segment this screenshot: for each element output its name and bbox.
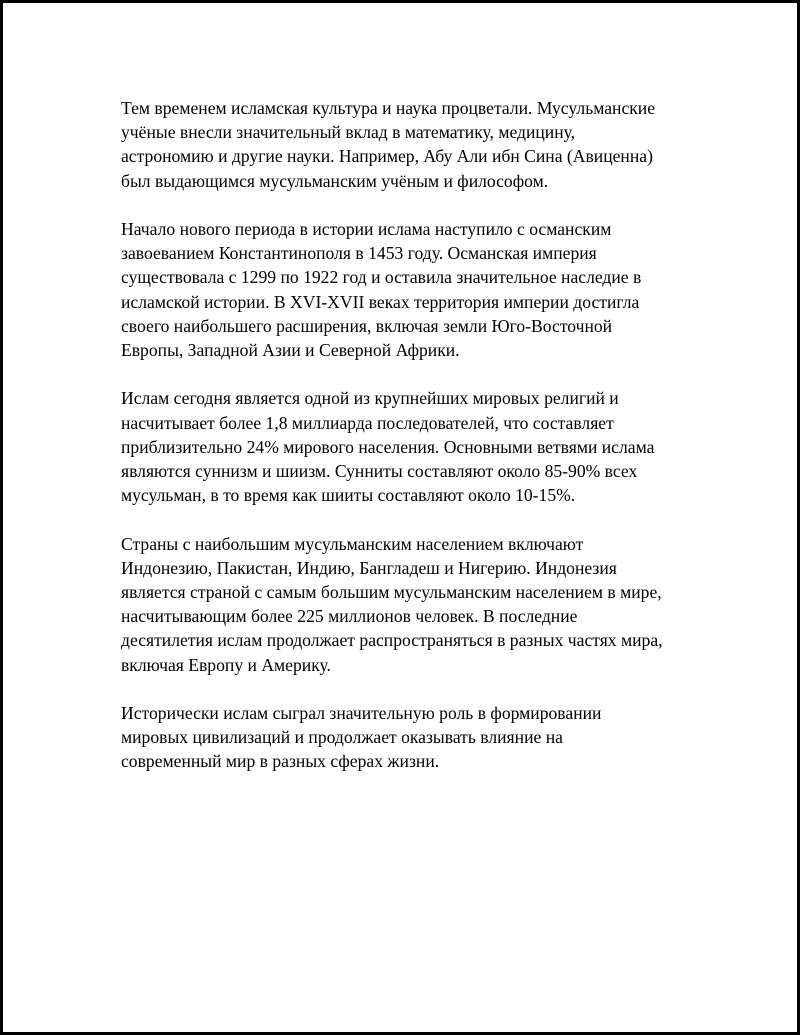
- text-line: астрономию и другие науки. Например, Абу Али ибн Сина (Авиценна): [121, 146, 653, 167]
- text-line: был выдающимся мусульманским учёным и философом.: [121, 170, 549, 191]
- text-line: учёные внесли значительный вклад в математику, медицину,: [121, 122, 576, 143]
- text-line: являются суннизм и шиизм. Сунниты составляют около 85-90% всех: [121, 461, 638, 482]
- paragraph-muslim-countries: [121, 532, 721, 677]
- text-line: является страной с самым большим мусульманским населением в мире,: [121, 582, 662, 603]
- text-line: современный мир в разных сферах жизни.: [121, 751, 440, 772]
- text-line: приблизительно 24% мирового населения. Основными ветвями ислама: [121, 436, 655, 457]
- text-line: Исторически ислам сыграл значительную роль в формировании: [121, 703, 602, 724]
- text-line: Начало нового периода в истории ислама наступило с османским: [121, 219, 612, 239]
- text-line: Индонезию, Пакистан, Индию, Бангладеш и Нигерию. Индонезия: [121, 557, 617, 578]
- text-line: Тем временем исламская культура и наука процветали. Мусульманские: [121, 98, 656, 118]
- paragraph-islam-today: [121, 386, 721, 507]
- text-line: насчитывает более 1,8 миллиарда последователей, что составляет: [121, 412, 614, 433]
- text-line: мировых цивилизаций и продолжает оказывать влияние на: [121, 727, 563, 748]
- document-body: [121, 96, 721, 798]
- text-line: Страны с наибольшим мусульманским населением включают: [121, 533, 584, 554]
- paragraph-historical-role: [121, 701, 721, 774]
- text-line: Европы, Западной Азии и Северной Африки.: [121, 340, 460, 361]
- text-line: Ислам сегодня является одной из крупнейших мировых религий и: [121, 388, 619, 409]
- text-line: насчитывающим более 225 миллионов человек. В последние: [121, 606, 578, 627]
- text-line: мусульман, в то время как шииты составляют около 10-15%.: [121, 485, 576, 506]
- text-line: существовала с 1299 по 1922 год и оставила значительное наследие в: [121, 267, 642, 288]
- text-line: завоеванием Константинополя в 1453 году. Османская империя: [121, 243, 597, 264]
- paragraph-ottoman-empire: [121, 217, 721, 362]
- text-line: своего наибольшего расширения, включая земли Юго-Восточной: [121, 315, 613, 336]
- text-line: исламской истории. В XVI-XVII веках территория империи достигла: [121, 291, 640, 312]
- text-line: включая Европу и Америку.: [121, 654, 331, 675]
- text-line: десятилетия ислам продолжает распространяться в разных частях мира,: [121, 630, 663, 651]
- paragraph-islamic-science: [121, 96, 721, 193]
